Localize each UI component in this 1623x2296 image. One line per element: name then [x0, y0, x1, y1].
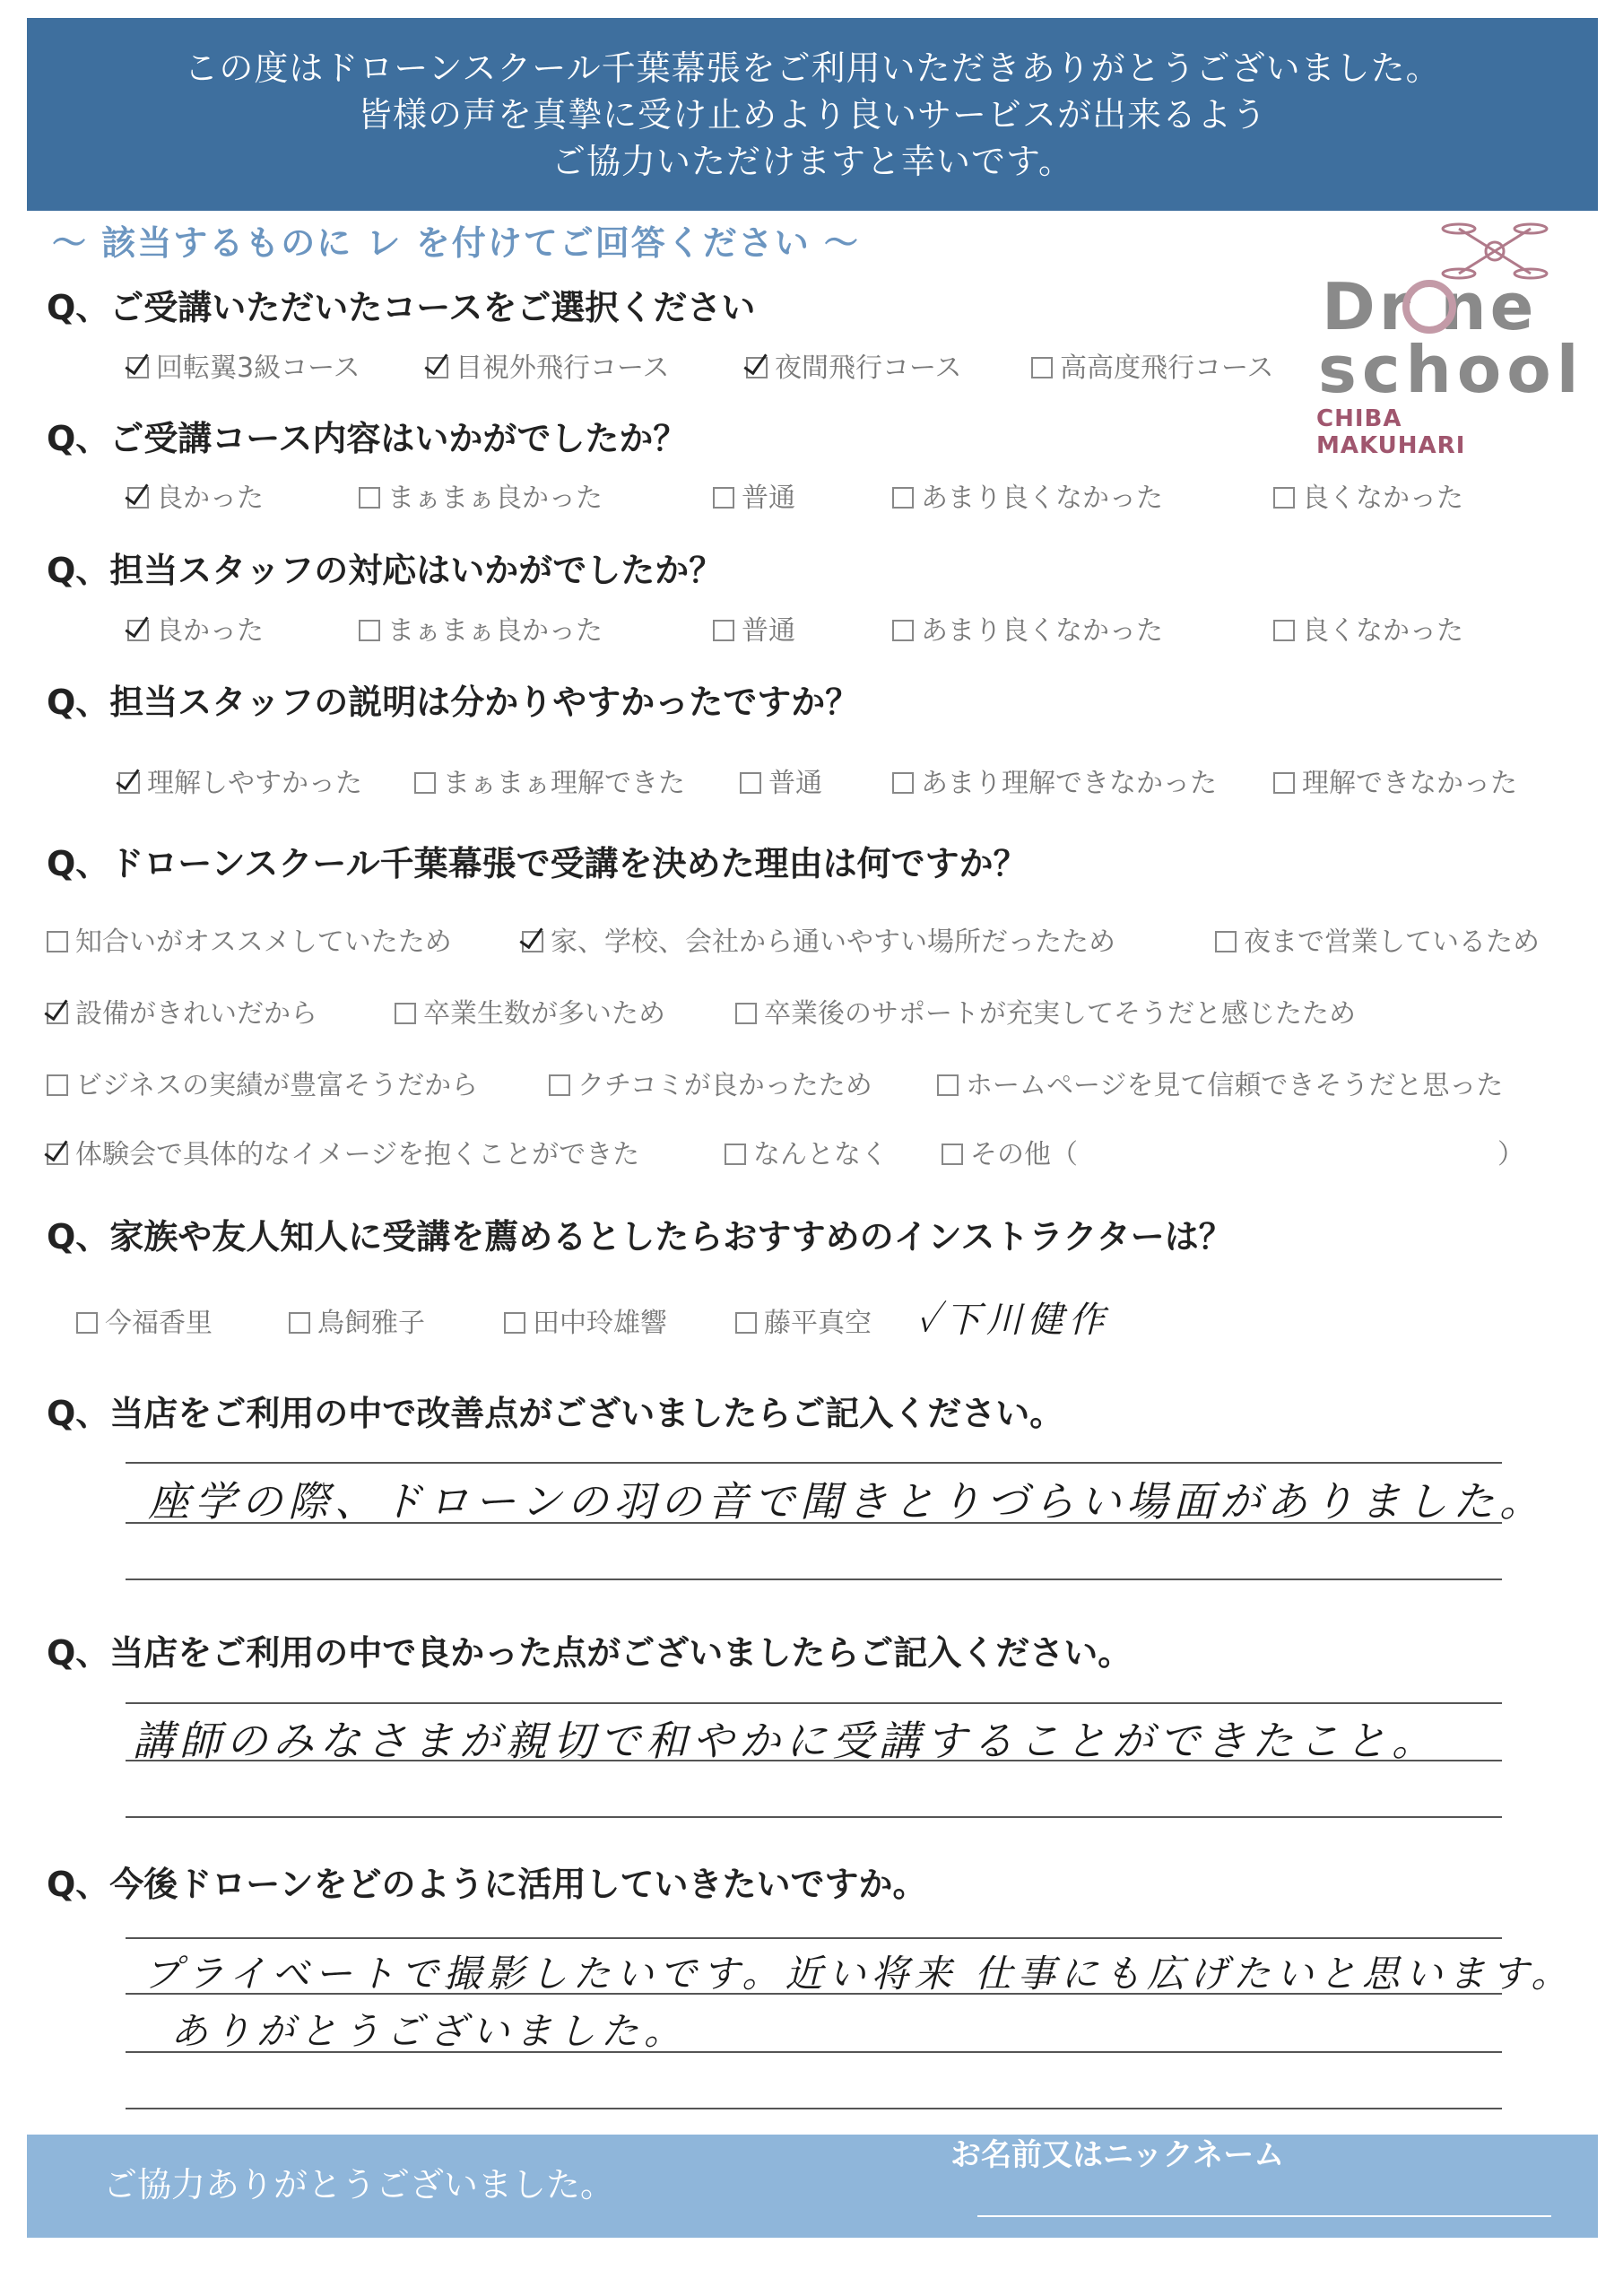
checkbox-icon [504, 1312, 525, 1334]
checkbox-option[interactable]: 高高度飛行コース [1031, 345, 1274, 385]
checkbox-icon [1273, 772, 1295, 794]
checkbox-icon [735, 1312, 757, 1334]
answer-line [126, 1760, 1502, 1761]
question-instructor: Q、家族や友人知人に受講を薦めるとしたらおすすめのインストラクターは？ [47, 1217, 1233, 1257]
question-good-points: Q、当店をご利用の中で良かった点がございましたらご記入ください。 [47, 1633, 1133, 1673]
checkbox-option[interactable]: まぁまぁ良かった [359, 608, 603, 648]
logo-subtitle: CHIBA MAKUHARI [1316, 405, 1466, 459]
question-course: Q、ご受講いただいたコースをご選択ください [47, 288, 756, 327]
answer-line [126, 1993, 1502, 1995]
checkbox-option[interactable]: まぁまぁ理解できた [414, 761, 685, 800]
checkbox-option[interactable]: あまり理解できなかった [892, 761, 1217, 800]
header-line-3: ご協力いただけますと幸いです。 [551, 142, 1073, 181]
checkbox-option[interactable]: ビジネスの実績が豊富そうだから [47, 1063, 478, 1102]
header-banner [27, 18, 1598, 211]
answer-line [126, 1816, 1502, 1818]
checkbox-option[interactable]: 良かった [127, 475, 264, 515]
checkbox-icon [127, 487, 149, 509]
checkbox-option[interactable]: 藤平真空 [735, 1300, 872, 1340]
answer-improvements-text: 座学の際、ドローンの羽の音で聞きとりづらい場面がありました。 [148, 1477, 1547, 1526]
checkbox-option[interactable]: 目視外飛行コース [427, 345, 670, 385]
question-staff-response: Q、担当スタッフの対応はいかがでしたか？ [47, 551, 724, 590]
logo-word-drone: Dr ne [1322, 269, 1538, 344]
checkbox-icon [76, 1312, 98, 1334]
checkbox-option[interactable]: 夜まで営業しているため [1215, 919, 1540, 959]
checkbox-icon [289, 1312, 310, 1334]
drone-school-logo [1311, 215, 1584, 459]
answer-line [126, 1702, 1502, 1704]
header-line-2: 皆様の声を真摯に受け止めより良いサービスが出来るよう [357, 95, 1267, 135]
checkbox-icon [1215, 931, 1237, 952]
answer-future-use-text-1: プライベートで撮影したいです。近い将来 仕事にも広げたいと思います。 [143, 1952, 1575, 1996]
checkbox-option[interactable]: ホームページを見て信頼できそうだと思った [937, 1063, 1503, 1102]
checkbox-icon [127, 620, 149, 641]
checkbox-icon [47, 931, 68, 952]
name-field-line[interactable] [977, 2215, 1551, 2217]
checkbox-icon [892, 487, 914, 509]
checkbox-icon [713, 620, 734, 641]
checkbox-option[interactable]: 普通 [713, 608, 795, 648]
checkbox-icon [549, 1074, 570, 1096]
question-future-use: Q、今後ドローンをどのように活用していきたいですか。 [47, 1865, 927, 1904]
question-improvements: Q、当店をご利用の中で改善点がございましたらご記入ください。 [47, 1394, 1064, 1433]
checkbox-icon [47, 1003, 68, 1024]
question-staff-explanation: Q、担当スタッフの説明は分かりやすかったですか？ [47, 683, 860, 722]
checkbox-option[interactable]: 家、学校、会社から通いやすい場所だったため [522, 919, 1115, 959]
checkbox-option[interactable]: 普通 [740, 761, 822, 800]
checkbox-icon [892, 772, 914, 794]
checkbox-option[interactable]: まぁまぁ良かった [359, 475, 603, 515]
answer-line [126, 1522, 1502, 1524]
answer-line [126, 2108, 1502, 2109]
answer-line [126, 1937, 1502, 1939]
checkbox-option[interactable]: 設備がきれいだから [47, 991, 317, 1031]
checkbox-icon [1273, 487, 1295, 509]
checkbox-option[interactable]: クチコミが良かったため [549, 1063, 872, 1102]
checkbox-icon [47, 1074, 68, 1096]
checkbox-option[interactable]: 知合いがオススメしていたため [47, 919, 452, 959]
checkbox-option[interactable]: 理解できなかった [1273, 761, 1517, 800]
checkbox-option[interactable]: 卒業生数が多いため [395, 991, 665, 1031]
checkbox-option[interactable]: 良くなかった [1273, 475, 1463, 515]
checkbox-icon [892, 620, 914, 641]
checkbox-icon [522, 931, 543, 952]
checkbox-icon [359, 487, 380, 509]
checkbox-icon [414, 772, 436, 794]
answer-future-use-text-2: ありがとうございました。 [170, 2009, 688, 2053]
checkbox-option[interactable]: なんとなく [725, 1132, 888, 1171]
checkbox-option[interactable]: 夜間飛行コース [746, 345, 962, 385]
checkbox-option[interactable]: 理解しやすかった [118, 761, 362, 800]
other-close-paren: ） [1497, 1139, 1524, 1170]
answer-good-points-text: 講師のみなさまが親切で和やかに受講することができたこと。 [133, 1717, 1438, 1765]
checkbox-option[interactable]: 良くなかった [1273, 608, 1463, 648]
logo-word-school: school [1318, 332, 1584, 407]
checkbox-icon [735, 1003, 757, 1024]
footer-thanks: ご協力ありがとうございました。 [103, 2165, 615, 2205]
checkbox-icon [127, 357, 149, 378]
checkbox-icon [359, 620, 380, 641]
checkbox-icon [118, 772, 140, 794]
header-line-1: この度はドローンスクール千葉幕張をご利用いただきありがとうございました。 [184, 48, 1441, 88]
checkbox-option[interactable]: 良かった [127, 608, 264, 648]
checkbox-option[interactable]: 体験会で具体的なイメージを抱くことができた [47, 1132, 639, 1171]
checkbox-icon [47, 1144, 68, 1165]
checkbox-option[interactable]: 田中玲雄響 [504, 1300, 667, 1340]
answer-line [126, 2051, 1502, 2053]
checkbox-icon [427, 357, 448, 378]
checkbox-option[interactable]: 鳥飼雅子 [289, 1300, 425, 1340]
checkbox-icon [1273, 620, 1295, 641]
checkbox-icon [740, 772, 761, 794]
instruction-text: ～ 該当するものに レ を付けてご回答ください ～ [52, 223, 860, 263]
checkbox-icon [725, 1144, 746, 1165]
checkbox-icon [713, 487, 734, 509]
checkbox-option[interactable]: あまり良くなかった [892, 475, 1163, 515]
question-course-content: Q、ご受講コース内容はいかがでしたか？ [47, 419, 688, 458]
logo-ring-icon [1402, 280, 1456, 334]
name-field-label: お名前又はニックネーム [950, 2137, 1285, 2173]
checkbox-icon [937, 1074, 959, 1096]
checkbox-icon [942, 1144, 963, 1165]
checkbox-icon [1031, 357, 1053, 378]
checkbox-option[interactable]: あまり良くなかった [892, 608, 1163, 648]
checkbox-icon [395, 1003, 416, 1024]
checkbox-option[interactable]: 卒業後のサポートが充実してそうだと感じたため [735, 991, 1356, 1031]
checkbox-option[interactable]: 普通 [713, 475, 795, 515]
answer-line [126, 1462, 1502, 1464]
checkbox-option[interactable]: 回転翼3級コース [127, 345, 360, 385]
checkbox-icon [746, 357, 768, 378]
checkbox-option-other[interactable]: その他（ [942, 1132, 1078, 1171]
checkbox-option[interactable]: 今福香里 [76, 1300, 213, 1340]
answer-line [126, 1578, 1502, 1580]
question-reason: Q、ドローンスクール千葉幕張で受講を決めた理由は何ですか？ [47, 844, 1028, 883]
handwritten-instructor: ✓下川健作 [916, 1300, 1110, 1341]
